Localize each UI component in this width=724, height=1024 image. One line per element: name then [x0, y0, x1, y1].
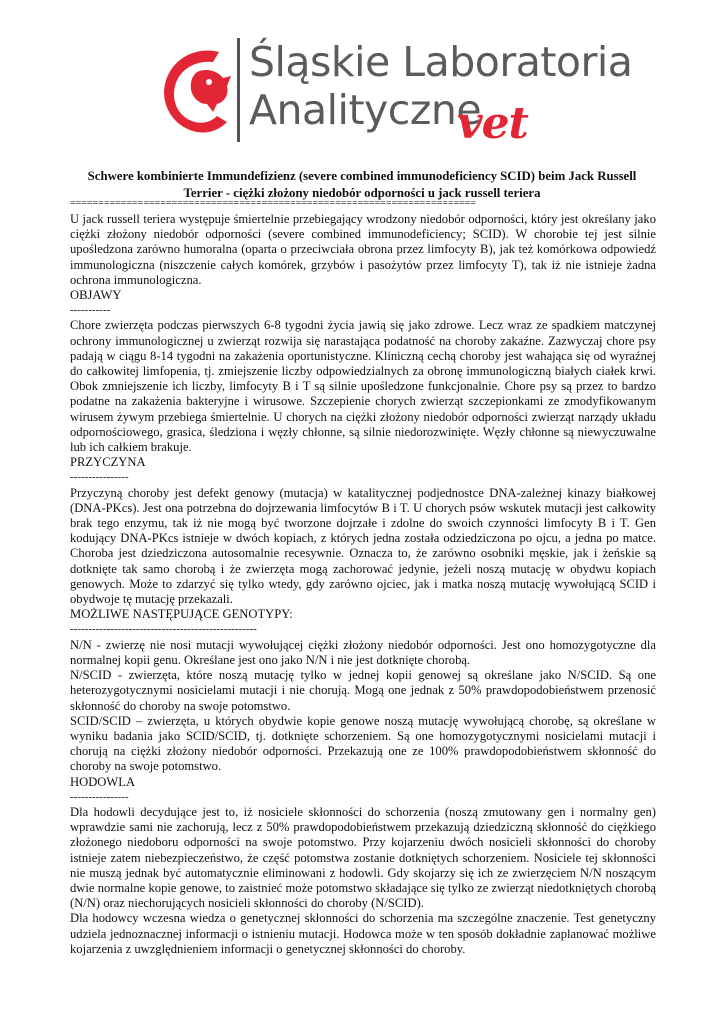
section-heading-przyczyna: PRZYCZYNA	[70, 455, 146, 470]
document-body	[70, 212, 656, 957]
title-rule: ========================================================================	[70, 199, 477, 209]
document-title: Schwere kombinierte Immundefizienz (severe combined immunodeficiency SCID) beim Jack Russell Terrier - ciężki złożony niedobór odporności u jack russell teriera	[87, 169, 637, 200]
genotype-scidscid-paragraph: SCID/SCID – zwierzęta, u których obydwie kopie genowe noszą mutację wywołującą chorobę, są określane w wyniku badania jako SCID/SCID, tj. dotknięte schorzeniem. Są one homozygotycznymi nosicielami mutacji i chorują na ciężki złożony niedobór odporności. Przekazują one ze 100% prawdopodobieństwem skłonność do choroby na swoje potomstwo.	[70, 713, 656, 774]
genotype-nscid-paragraph: N/SCID - zwierzęta, które noszą mutację tylko w jednej kopii genowej są określane jako N/SCID. Są one heterozygotycznymi nosicielami mutacji i nie chorują. Mogą one jednak z 50% prawdopodobieństwem przenosić skłonność do choroby na swoje potomstwo.	[70, 668, 656, 713]
hodowla-paragraph-1: Dla hodowli decydujące jest to, iż nosiciele skłonności do schorzenia (noszą zmutowany gen i normalny gen) wprawdzie sami nie zachorują, lecz z 50% prawdopodobieństwem przekazują dziedziczną skłonność do ciężkiego złożonego niedoboru odporności na swoje potomstwo. Przy kojarzeniu dwóch nosicieli skłonności do choroby istnieje zatem niebezpieczeństwo, że część potomstwa zostanie dotkniętych schorzeniem. Nosiciele tej skłonności nie muszą jednak być automatycznie eliminowani z hodowli. Gdy skojarzy się ich ze zwierzęciem N/N noszącym dwie normalne kopie genowe, to zaistnieć może potomstwo składające się tylko ze zwierząt niedotkniętych chorobą (N/N) oraz niechorujących nosicieli skłonności do choroby (N/SCID).	[70, 804, 656, 911]
section-heading-hodowla: HODOWLA	[70, 774, 136, 789]
logo-divider	[237, 38, 240, 142]
section-heading-objawy: OBJAWY	[70, 288, 122, 303]
hodowla-paragraph-2: Dla hodowcy wczesna wiedza o genetycznej skłonności do schorzenia ma szczególne znaczenie. Test genetyczny udziela jednoznacznej informacji o istnieniu mutacji. Hodowca może w ten sposób dokładnie zaplanować możliwe kojarzenia z uwzględnieniem informacji o genetycznej skłonności do choroby.	[70, 911, 656, 956]
section-heading-genotypy: MOŻLIWE NASTĘPUJĄCE GENOTYPY:	[70, 607, 293, 622]
logo-text-line1: Śląskie Laboratoria	[249, 38, 633, 86]
section-underline: ---------------------------------------------------	[70, 623, 257, 636]
genotype-nn-paragraph: N/N - zwierzę nie nosi mutacji wywołującej ciężki złożony niedobór odporności. Jest ono homozygotyczne dla normalnej kopii genu. Określane jest ono jako N/N i nie jest dotknięte chorobą.	[70, 637, 656, 667]
logo-text-line2: Analityczne	[249, 86, 482, 134]
lab-logo	[157, 28, 633, 149]
logo-vet-text: vet	[457, 98, 528, 149]
przyczyna-paragraph: Przyczyną choroby jest defekt genowy (mutacja) w katalitycznej podjednostce DNA-zależnej kinazy białkowej (DNA-PKcs). Jest ona potrzebna do dojrzewania limfocytów B i T. U chorych psów wskutek mutacji jest całkowity brak tego enzymu, tak iż nie mogą być tworzone dojrzałe i zdolne do swoich czynności limfocyty B i T. Gen kodujący DNA-PKcs istnieje w dwóch kopiach, z których jedna została odziedziczona po ojcu, a jedna po matce. Choroba jest dziedziczona autosomalnie recesywnie. Oznacza to, że zarówno osobniki męskie, jak i żeńskie są dotknięte tak samo chorobą i że zwierzęta mogą zachorować jedynie, jeżeli noszą mutację w obydwu kopiach genowych. Może to zdarzyć się tylko wtedy, gdy zarówno ojciec, jak i matka noszą mutację wywołującą SCID i obydwoje tę mutację przekazali.	[70, 485, 656, 607]
objawy-paragraph: Chore zwierzęta podczas pierwszych 6-8 tygodni życia jawią się jako zdrowe. Lecz wraz ze spadkiem matczynej ochrony immunologicznej u zwierząt rozwija się narastająca podatność na choroby zakaźne. Zazwyczaj chore psy padają w ciągu 8-14 tygodni na zakażenia oportunistyczne. Kliniczną cechą choroby jest wahająca się od wyraźnej do całkowitej limfopenia, tj. zmiejszenie liczby odpowiedzialnych za obronę immunologiczną białych ciałek krwi. Obok zmniejszenie ich liczby, limfocyty B i T są silnie upośledzone funkcjonalnie. Chore psy są przez to bardzo podatne na zakażenia bakteryjne i wirusowe. Szczepienie chorych zwierząt szczepionkami ze zmodyfikowanym wirusem żywym przebiega śmiertelnie. U chorych na ciężki złożony niedobór odporności zwierząt narządy układu odpornościowego, grasica, śledziona i węzły chłonne, są silnie niedorozwinięte. Węzły chłonne są niewyczuwalne lub ich całkiem brakuje.	[70, 318, 656, 455]
section-underline: ----------------	[70, 790, 129, 803]
dog-head-logo-icon	[157, 42, 237, 142]
section-underline: ----------------	[70, 471, 129, 484]
section-underline: -----------	[70, 304, 111, 317]
intro-paragraph: U jack russell teriera występuje śmiertelnie przebiegający wrodzony niedobór odporności, który jest określany jako ciężki złożony niedobór odporności (severe combined immunodeficiency; SCID). W chorobie tej jest silnie upośledzona zarówno humoralna (oparta o przeciwciała obrona przez limfocyty B), jak też komórkowa odpowiedź immunologiczna (niszczenie całych komórek, grzybów i pasożytów przez limfocyty T), tak iż nie istnieje żadna ochrona immunologiczna.	[70, 212, 656, 287]
